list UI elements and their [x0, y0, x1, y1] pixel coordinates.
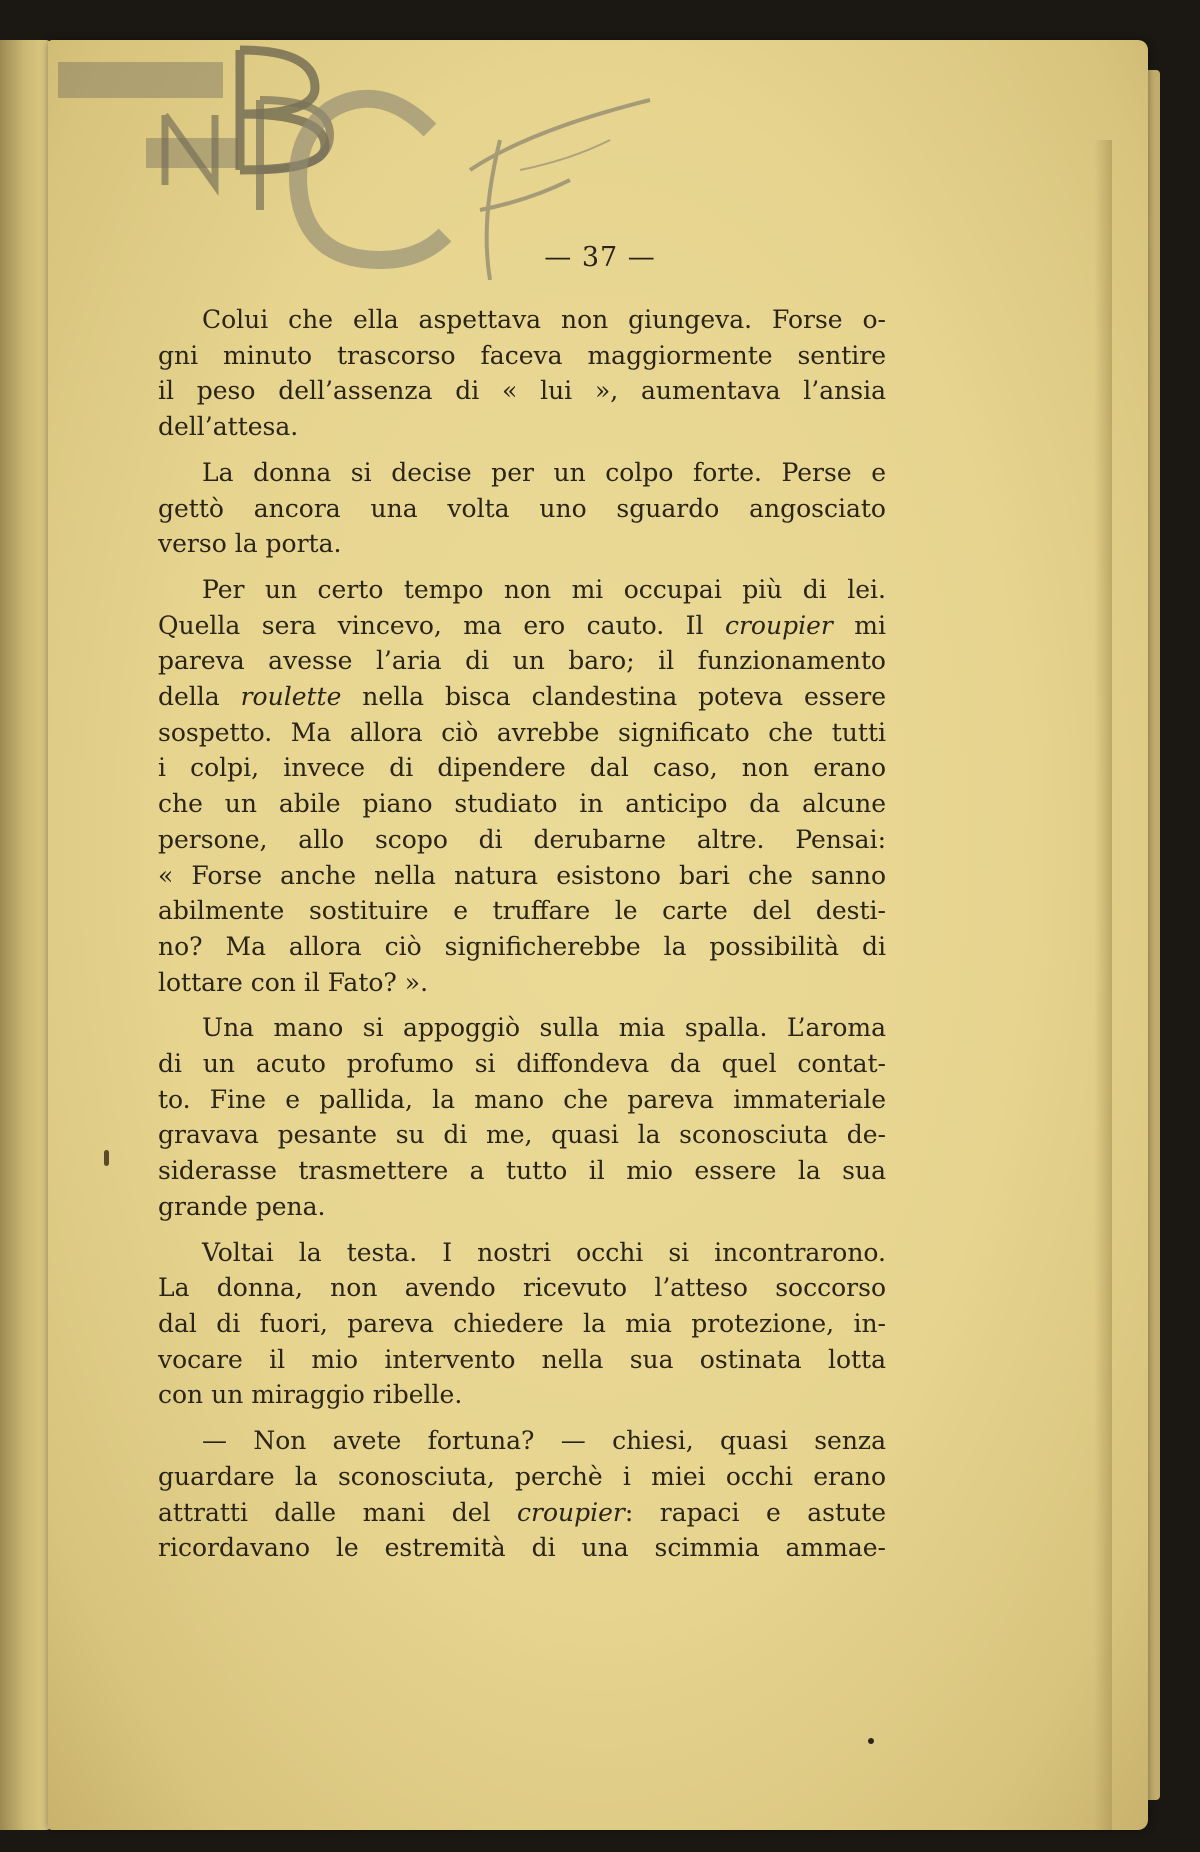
bncf-watermark-logo [50, 20, 750, 280]
text-line: vocare il mio intervento nella sua ostinata lotta [158, 1344, 886, 1374]
text-line: pareva avesse l’aria di un baro; il funzionamento [158, 646, 886, 676]
text-line: « Forse anche nella natura esistono bari che sanno [158, 860, 886, 890]
text-line: to. Fine e pallida, la mano che pareva immateriale [158, 1084, 886, 1114]
text-line-with-italic [158, 1495, 886, 1531]
text-line: i colpi, invece di dipendere dal caso, non erano [158, 753, 886, 783]
text-line: persone, allo scopo di derubarne altre. Pensai: [158, 824, 886, 854]
left-page-edge [0, 40, 52, 1830]
text-line-with-italic [158, 608, 886, 644]
body-text [158, 302, 886, 1566]
text-fragment: della [158, 682, 241, 712]
text-line: dell’attesa. [158, 412, 299, 442]
text-fragment: nella bisca clandestina poteva essere [341, 682, 886, 712]
text-line: Colui che ella aspettava non giungeva. Forse o- [202, 305, 886, 334]
text-fragment: attratti dalle mani del [158, 1497, 518, 1527]
page-edge-shadow [1094, 140, 1112, 1830]
text-line: Una mano si appoggiò sulla mia spalla. L’aroma [202, 1013, 886, 1043]
ink-speck [104, 1150, 109, 1166]
text-line: Voltai la testa. I nostri occhi si incontrarono. [202, 1237, 886, 1267]
italic-word: croupier [724, 610, 833, 640]
ink-speck [868, 1738, 874, 1744]
text-line: abilmente sostituire e truffare le carte del desti- [158, 896, 886, 926]
text-line: La donna, non avendo ricevuto l’atteso soccorso [158, 1273, 886, 1303]
text-line: — Non avete fortuna? — chiesi, quasi senza [202, 1426, 886, 1456]
text-line: siderasse trasmettere a tutto il mio essere la sua [158, 1156, 886, 1186]
text-line: La donna si decise per un colpo forte. Perse e [202, 457, 886, 487]
text-line: gni minuto trascorso faceva maggiormente sentire [158, 340, 886, 370]
text-line: no? Ma allora ciò significherebbe la possibilità di [158, 931, 886, 961]
text-fragment: Quella sera vincevo, ma ero cauto. Il [158, 610, 725, 640]
text-line: con un miraggio ribelle. [158, 1380, 463, 1410]
text-line: dal di fuori, pareva chiedere la mia protezione, in- [158, 1308, 886, 1338]
text-fragment: mi [832, 610, 886, 640]
text-line-with-italic [158, 679, 886, 715]
text-line: gravava pesante su di me, quasi la sconosciuta de- [158, 1120, 886, 1150]
text-fragment: : rapaci e astute [624, 1497, 886, 1527]
text-line: verso la porta. [158, 529, 342, 559]
text-line: Per un certo tempo non mi occupai più di lei. [202, 574, 886, 604]
text-line: sospetto. Ma allora ciò avrebbe significato che tutti [158, 717, 886, 747]
text-line: ricordavano le estremità di una scimmia ammae- [158, 1533, 886, 1563]
text-line: di un acuto profumo si diffondeva da quel contat- [158, 1049, 886, 1079]
text-line: il peso dell’assenza di « lui », aumentava l’ansia [158, 376, 886, 406]
italic-word: croupier [517, 1497, 625, 1527]
text-line: gettò ancora una volta uno sguardo angosciato [158, 493, 886, 523]
text-line: guardare la sconosciuta, perchè i miei occhi erano [158, 1461, 886, 1491]
text-line: che un abile piano studiato in anticipo da alcune [158, 789, 886, 819]
page-number: — 37 — [544, 242, 656, 273]
text-line: lottare con il Fato? ». [158, 967, 429, 997]
italic-word: roulette [240, 682, 342, 712]
text-line: grande pena. [158, 1191, 326, 1221]
